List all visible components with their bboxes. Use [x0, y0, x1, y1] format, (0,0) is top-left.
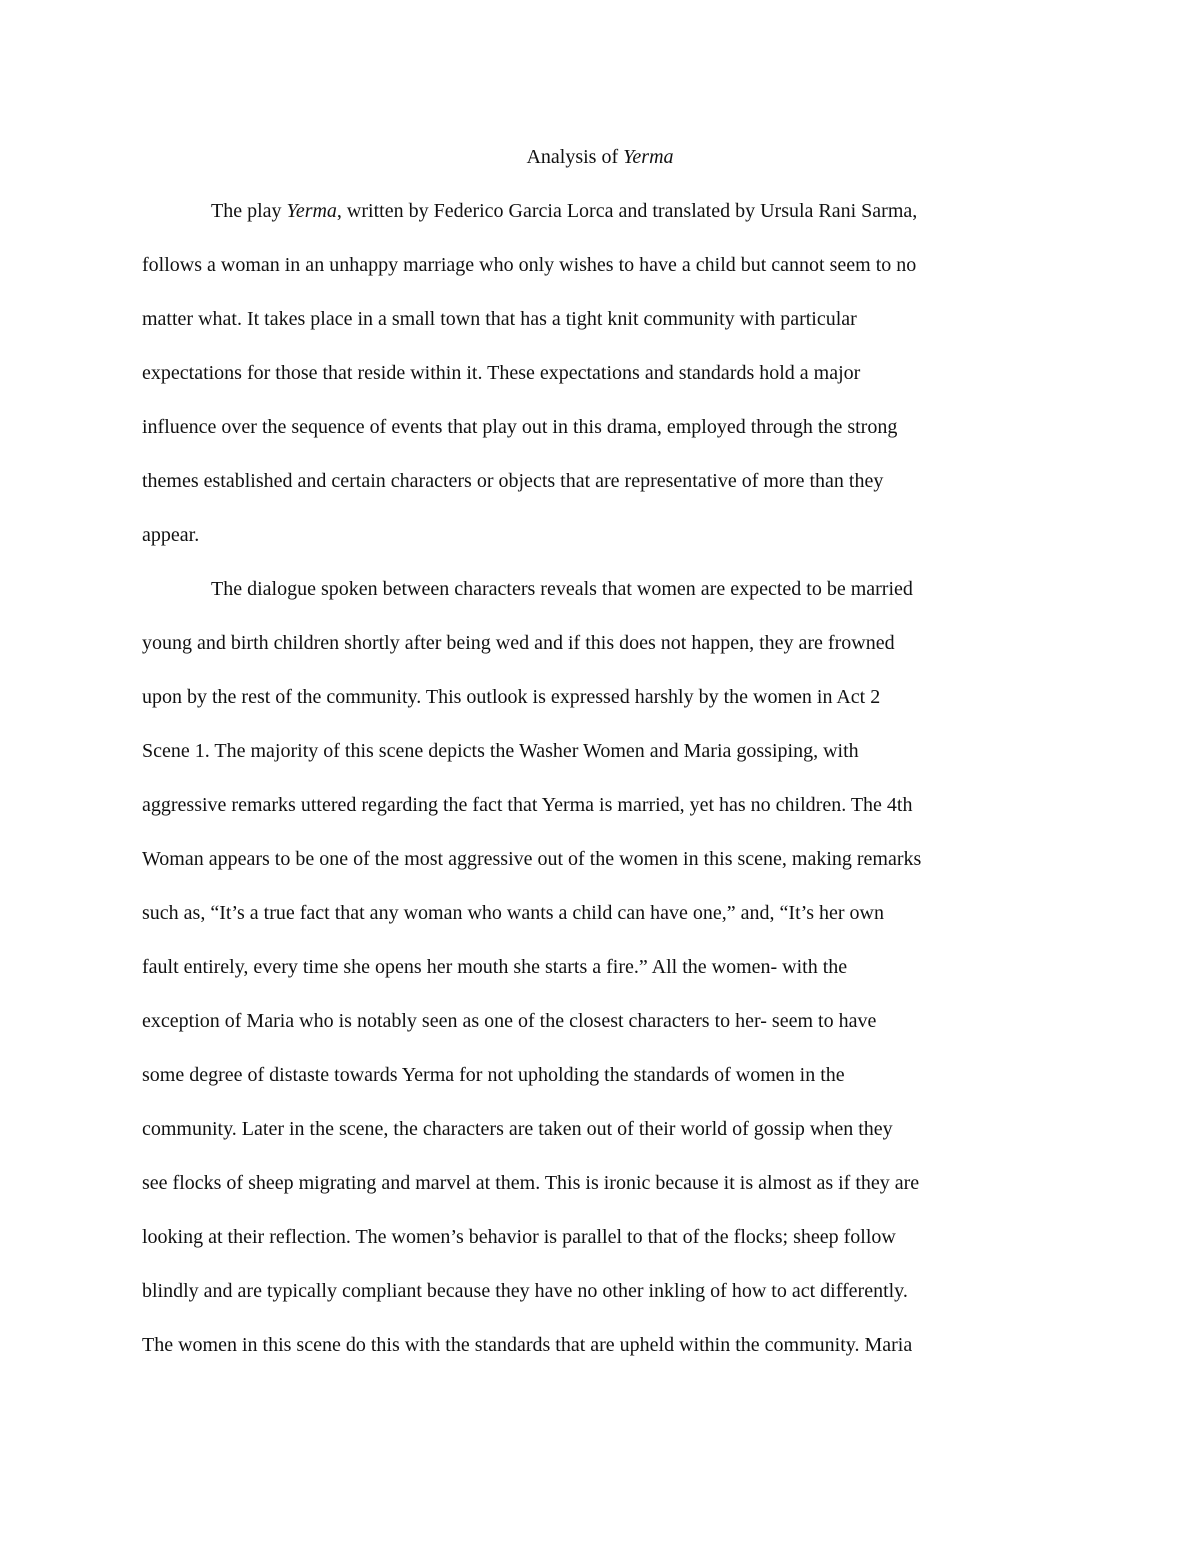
text-line: matter what. It takes place in a small town that has a tight knit community with particular — [142, 308, 857, 330]
text-line: appear. — [142, 524, 200, 546]
text-line: The play Yerma, written by Federico Garcia Lorca and translated by Ursula Rani Sarma, — [211, 200, 918, 222]
text-line: fault entirely, every time she opens her mouth she starts a fire.” All the women- with the — [142, 956, 848, 978]
text-line: community. Later in the scene, the characters are taken out of their world of gossip when they — [142, 1118, 893, 1140]
text-line: Scene 1. The majority of this scene depicts the Washer Women and Maria gossiping, with — [142, 740, 859, 762]
text-line: upon by the rest of the community. This outlook is expressed harshly by the women in Act 2 — [142, 686, 881, 708]
text-line: expectations for those that reside within it. These expectations and standards hold a major — [142, 362, 861, 384]
text-line: young and birth children shortly after being wed and if this does not happen, they are frowned — [142, 632, 895, 654]
text-line: themes established and certain characters or objects that are representative of more than they — [142, 470, 884, 492]
text-line: some degree of distaste towards Yerma for not upholding the standards of women in the — [142, 1064, 845, 1086]
text-line: follows a woman in an unhappy marriage who only wishes to have a child but cannot seem to no — [142, 254, 917, 276]
text-line: exception of Maria who is notably seen as one of the closest characters to her- seem to have — [142, 1010, 877, 1032]
text-line: looking at their reflection. The women’s behavior is parallel to that of the flocks; sheep follow — [142, 1226, 896, 1248]
text-line: influence over the sequence of events that play out in this drama, employed through the strong — [142, 416, 898, 438]
text-line: such as, “It’s a true fact that any woman who wants a child can have one,” and, “It’s her own — [142, 902, 884, 924]
document-title — [0, 141, 1200, 173]
title-prefix: Analysis of — [526, 146, 624, 168]
text-line: blindly and are typically compliant because they have no other inkling of how to act differently. — [142, 1280, 908, 1302]
text-line: aggressive remarks uttered regarding the fact that Yerma is married, yet has no children. The 4th — [142, 794, 913, 816]
title-italic: Yerma — [623, 146, 674, 168]
text-line: see flocks of sheep migrating and marvel at them. This is ironic because it is almost as if they are — [142, 1172, 920, 1194]
text-line: Woman appears to be one of the most aggressive out of the women in this scene, making remarks — [142, 848, 922, 870]
text-line: The women in this scene do this with the standards that are upheld within the community. Maria — [142, 1334, 913, 1356]
text-line: The dialogue spoken between characters reveals that women are expected to be married — [211, 578, 913, 600]
